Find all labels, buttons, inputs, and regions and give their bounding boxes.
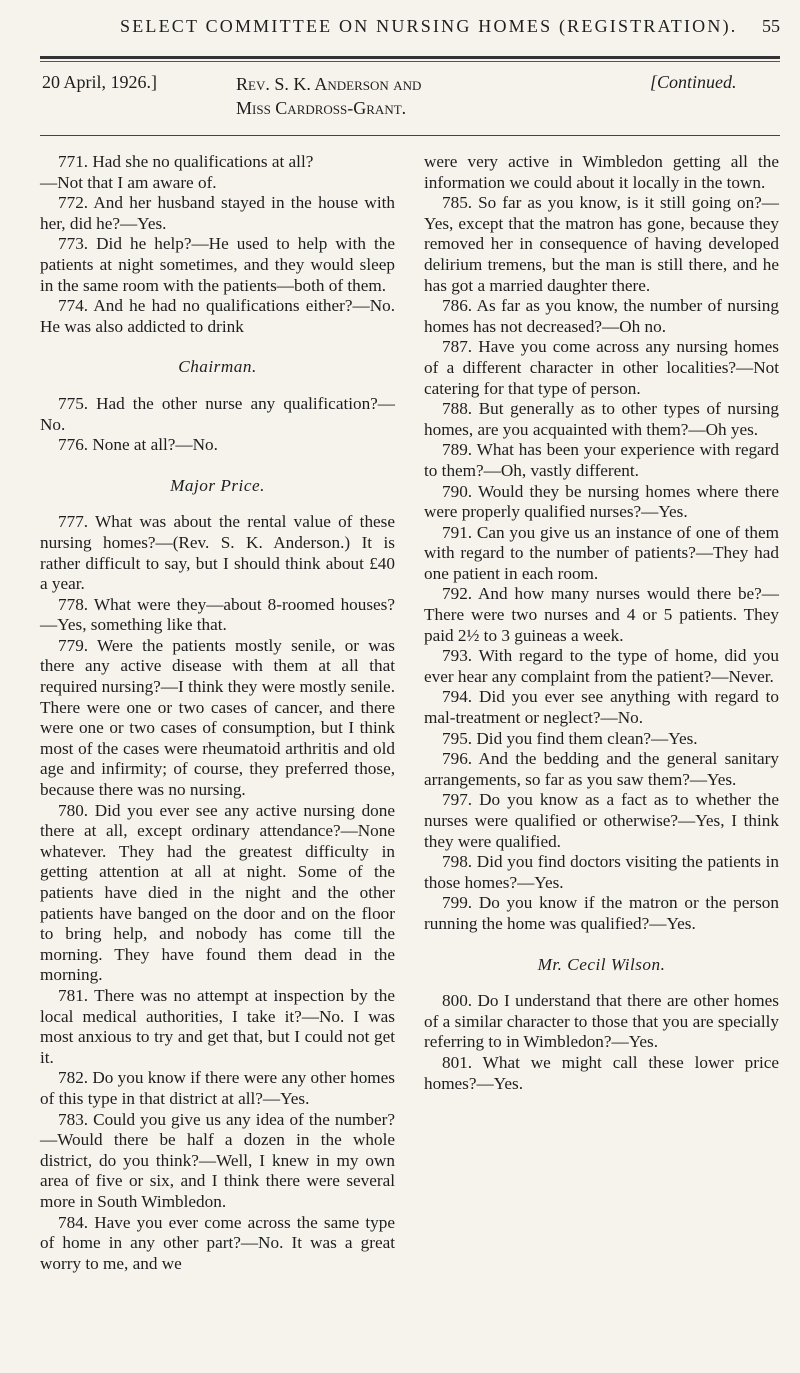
question-785: 785. So far as you know, is it still going on?—Yes, except that the matron has gone, because they removed her in consequence of having developed delirium tremens, but the man is still there, and he has got a married daughter there. (424, 193, 779, 295)
question-781: 781. There was no attempt at inspection by the local medical authorities, I take it?—No. I was most anxious to try and get that, but I could not get it. (40, 985, 395, 1067)
speaker-heading-wilson: Mr. Cecil Wilson. (537, 954, 666, 974)
question-772: 772. And her husband stayed in the house with her, did he?—Yes. (40, 193, 395, 233)
question-797: 797. Do you know as a fact as to whether the nurses were qualified or otherwise?—Yes, I think they were qualified. (424, 790, 779, 851)
hearing-date: 20 April, 1926.] (42, 72, 157, 92)
section-rule (40, 135, 780, 136)
continuation-text: were very active in Wimbledon getting all the information we could about it locally in the town. (424, 152, 779, 192)
running-head (120, 16, 780, 37)
answer-771: —Not that I am aware of. (40, 172, 217, 192)
question-779: 779. Were the patients mostly senile, or was there any active disease with them at all that required nursing?—I think they were mostly senile. There were one or two cases of cancer, and there were one or two cases of consumption, but I think most of the cases were rheumatoid arthritis and old age and infirmity; of course, they preferred those, because there was no nursing. (40, 635, 395, 800)
question-788: 788. But generally as to other types of nursing homes, are you acquainted with them?—Oh yes. (424, 399, 779, 439)
question-792: 792. And how many nurses would there be?—There were two nurses and 4 or 5 patients. They paid 2½ to 3 guineas a week. (424, 584, 779, 645)
question-773: 773. Did he help?—He used to help with the patients at night sometimes, and they would sleep in the same room with the patients—both of them. (40, 234, 395, 295)
question-795: 795. Did you find them clean?—Yes. (442, 728, 698, 748)
question-798: 798. Did you find doctors visiting the patients in those homes?—Yes. (424, 852, 779, 892)
question-789: 789. What has been your experience with regard to them?—Oh, vastly different. (424, 440, 779, 480)
question-800: 800. Do I understand that there are other homes of a similar character to those that you are specially referring to in Wimbledon?—Yes. (424, 991, 779, 1052)
continued-marker: [Continued. (650, 72, 737, 92)
right-column (424, 152, 779, 1094)
question-796: 796. And the bedding and the general sanitary arrangements, so far as you saw them?—Yes. (424, 749, 779, 789)
question-801: 801. What we might call these lower price homes?—Yes. (424, 1052, 779, 1093)
speaker-heading-chairman: Chairman. (178, 357, 257, 377)
question-774: 774. And he had no qualifications either?—No. He was also addicted to drink (40, 296, 395, 336)
running-title: SELECT COMMITTEE ON NURSING HOMES (REGISTRATION). (120, 16, 738, 36)
question-794: 794. Did you ever see anything with regard to mal-treatment or neglect?—No. (424, 687, 779, 728)
question-778: 778. What were they—about 8-roomed houses?—Yes, something like that. (40, 594, 395, 635)
left-column (40, 152, 395, 1274)
question-771: 771. Had she no qualifications at all? (58, 152, 314, 171)
witness-line-1: Rev. S. K. Anderson and (236, 74, 422, 94)
header-rule-thin (40, 61, 780, 62)
witness-names (236, 72, 566, 120)
question-784: 784. Have you ever come across the same type of home in any other part?—No. It was a great worry to me, and we (40, 1212, 395, 1273)
question-776: 776. None at all?—No. (58, 435, 218, 455)
question-782: 782. Do you know if there were any other homes of this type in that district at all?—Yes. (40, 1068, 395, 1108)
question-787: 787. Have you come across any nursing homes of a different character in other localities?—Not catering for that type of person. (424, 337, 779, 398)
question-775: 775. Had the other nurse any qualification?—No. (40, 393, 395, 434)
witness-line-2: Miss Cardross-Grant. (236, 98, 407, 118)
question-786: 786. As far as you know, the number of nursing homes has not decreased?—Oh no. (424, 296, 779, 336)
question-793: 793. With regard to the type of home, did you ever hear any complaint from the patient?—Never. (424, 646, 779, 686)
question-783: 783. Could you give us any idea of the number?—Would there be half a dozen in the whole district, do you think?—Well, I knew in my own area of five or six, and I think there were several more in South Wimbledon. (40, 1109, 395, 1211)
question-780: 780. Did you ever see any active nursing done there at all, except ordinary attendance?—None whatever. They had the greatest difficulty in getting attention at all at night. Some of the patients have died in the night and the other patients have banged on the door and on the floor to bring help, and nobody has come till the morning. They have found them dead in the morning. (40, 800, 395, 985)
header-rule (40, 56, 780, 59)
question-791: 791. Can you give us an instance of one of them with regard to the number of patients?—They had one patient in each room. (424, 522, 779, 583)
question-790: 790. Would they be nursing homes where there were properly qualified nurses?—Yes. (424, 481, 779, 522)
question-799: 799. Do you know if the matron or the person running the home was qualified?—Yes. (424, 893, 779, 933)
page-number: 55 (762, 16, 780, 36)
question-777: 777. What was about the rental value of these nursing homes?—(Rev. S. K. Anderson.) It is rather difficult to say, but I should think about £40 a year. (40, 512, 395, 594)
speaker-heading-price: Major Price. (170, 475, 265, 495)
